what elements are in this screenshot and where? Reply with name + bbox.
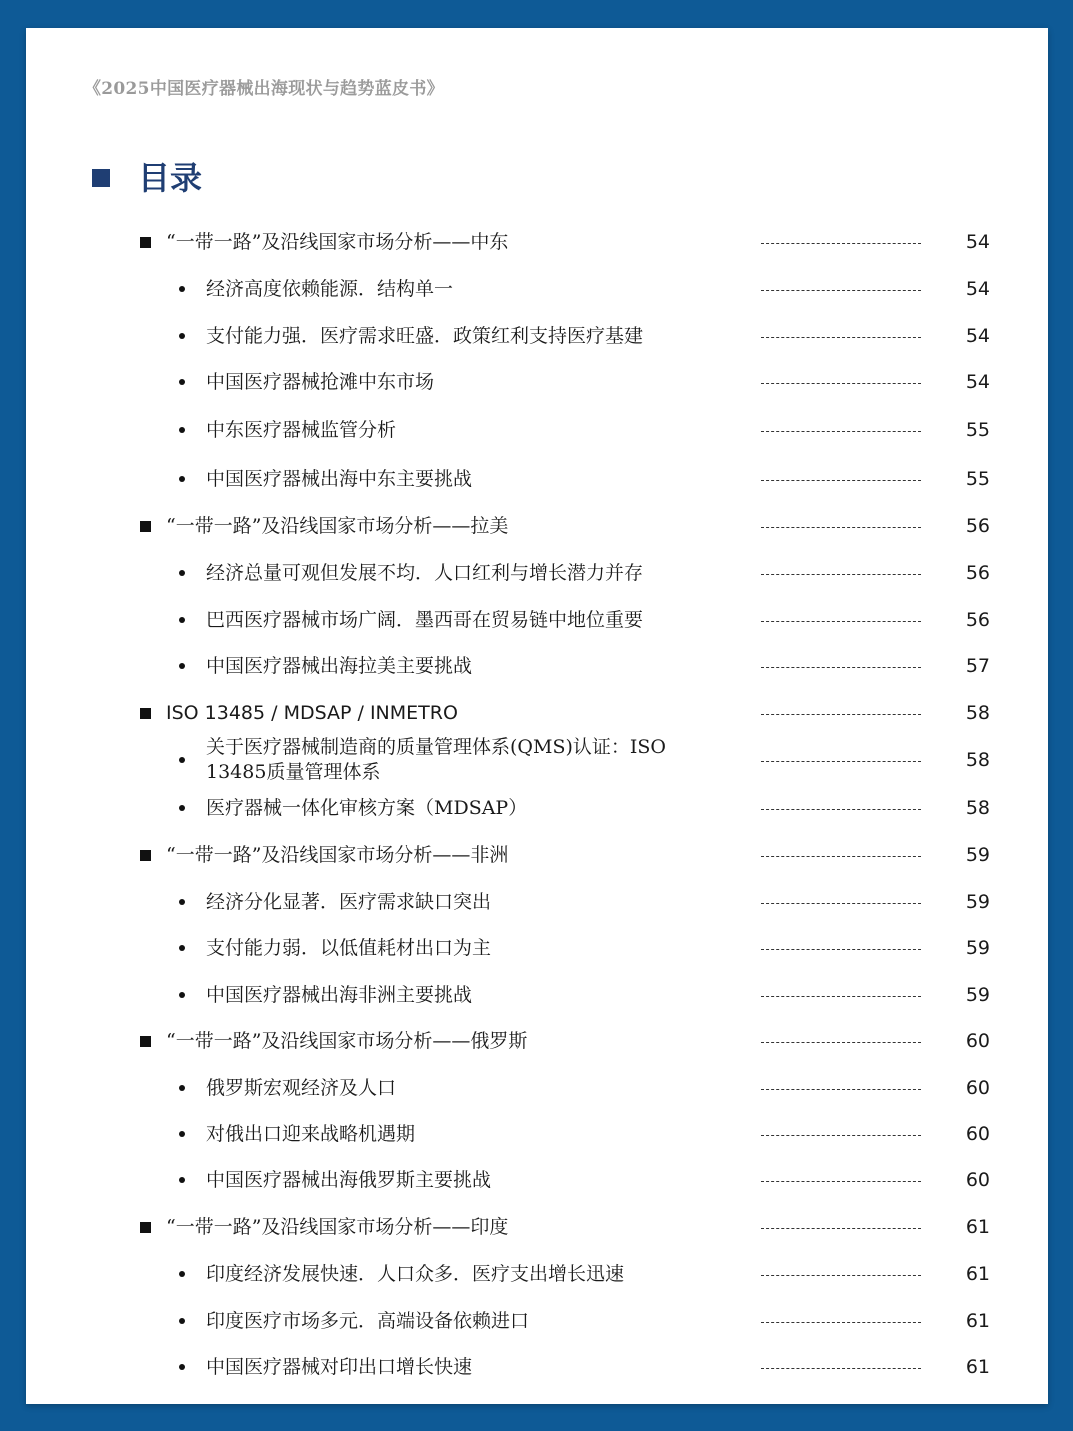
toc-entry-text: 支付能力强．医疗需求旺盛．政策红利支持医疗基建 [206,325,644,347]
toc-page-number: 56 [965,562,990,584]
toc-entry-text: “一带一路”及沿线国家市场分析——拉美 [166,515,509,537]
toc-page-number: 56 [965,515,990,537]
toc-entry-text: “一带一路”及沿线国家市场分析——俄罗斯 [166,1030,528,1052]
dot-leader [761,1322,921,1323]
dot-leader [761,383,921,384]
toc-page-number: 54 [965,325,990,347]
dot-bullet-icon [179,333,185,339]
dot-bullet-icon [179,617,185,623]
toc-entry-text: 印度经济发展快速．人口众多．医疗支出增长迅速 [206,1263,625,1285]
square-bullet-icon [140,708,151,719]
dot-leader [761,290,921,291]
document-header: 《2025中国医疗器械出海现状与趋势蓝皮书》 [84,79,444,99]
heading-square-icon [92,169,110,187]
dot-bullet-icon [179,1131,185,1137]
toc-page-number: 59 [965,844,990,866]
toc-page-number: 60 [965,1123,990,1145]
dot-leader [761,431,921,432]
dot-leader [761,714,921,715]
toc-entry-text: 俄罗斯宏观经济及人口 [206,1077,397,1099]
dot-bullet-icon [179,1318,185,1324]
toc-entry-text: 医疗器械一体化审核方案（MDSAP） [206,797,528,819]
dot-leader [761,527,921,528]
toc-entry-text: 中国医疗器械出海俄罗斯主要挑战 [206,1169,492,1191]
toc-page-number: 54 [965,371,990,393]
dot-leader [761,1275,921,1276]
dot-bullet-icon [179,476,185,482]
dot-bullet-icon [179,663,185,669]
toc-page-number: 59 [965,891,990,913]
dot-leader [761,1368,921,1369]
toc-page-number: 55 [965,468,990,490]
toc-entry-text: 印度医疗市场多元．高端设备依赖进口 [206,1310,530,1332]
toc-entry-text: “一带一路”及沿线国家市场分析——印度 [166,1216,509,1238]
dot-leader [761,1228,921,1229]
toc-entry-text: 关于医疗器械制造商的质量管理体系(QMS)认证：ISO 13485质量管理体系 [206,736,666,783]
toc-page-number: 58 [965,702,990,724]
toc-page-number: 61 [965,1216,990,1238]
toc-page-number: 57 [965,655,990,677]
toc-entry-text: 中国医疗器械对印出口增长快速 [206,1356,473,1378]
toc-entry-text: 巴西医疗器械市场广阔．墨西哥在贸易链中地位重要 [206,609,644,631]
toc-page-number: 58 [965,797,990,819]
toc-page-number: 61 [965,1310,990,1332]
toc-page-number: 59 [965,937,990,959]
dot-leader [761,1042,921,1043]
toc-page-number: 60 [965,1030,990,1052]
dot-leader [761,621,921,622]
dot-leader [761,856,921,857]
toc-page-number: 60 [965,1169,990,1191]
dot-leader [761,1181,921,1182]
dot-bullet-icon [179,286,185,292]
dot-bullet-icon [179,427,185,433]
dot-leader [761,761,921,762]
toc-page-number: 54 [965,278,990,300]
dot-leader [761,667,921,668]
toc-page-number: 61 [965,1263,990,1285]
toc-entry-text: 中国医疗器械出海拉美主要挑战 [206,655,473,677]
toc-entry-text: ISO 13485 / MDSAP / INMETRO [166,702,458,724]
square-bullet-icon [140,521,151,532]
dot-leader [761,996,921,997]
dot-leader [761,243,921,244]
dot-bullet-icon [179,992,185,998]
toc-page-number: 58 [965,749,990,771]
dot-bullet-icon [179,379,185,385]
dot-leader [761,574,921,575]
dot-bullet-icon [179,1364,185,1370]
toc-entry-text: 中国医疗器械出海非洲主要挑战 [206,984,473,1006]
square-bullet-icon [140,1222,151,1233]
dot-leader [761,1089,921,1090]
dot-bullet-icon [179,805,185,811]
toc-entry-text: 中国医疗器械抢滩中东市场 [206,371,435,393]
dot-leader [761,480,921,481]
toc-entry-text: 经济分化显著．医疗需求缺口突出 [206,891,492,913]
square-bullet-icon [140,1036,151,1047]
toc-entry-text: “一带一路”及沿线国家市场分析——中东 [166,231,509,253]
dot-bullet-icon [179,945,185,951]
square-bullet-icon [140,237,151,248]
toc-title: 目录 [138,159,203,197]
dot-leader [761,949,921,950]
dot-bullet-icon [179,899,185,905]
toc-entry-text: 经济总量可观但发展不均．人口红利与增长潜力并存 [206,562,644,584]
toc-entry-text: “一带一路”及沿线国家市场分析——非洲 [166,844,509,866]
toc-page-number: 55 [965,419,990,441]
toc-entry-text: 对俄出口迎来战略机遇期 [206,1123,416,1145]
toc-page-number: 56 [965,609,990,631]
square-bullet-icon [140,850,151,861]
dot-leader [761,809,921,810]
dot-bullet-icon [179,570,185,576]
toc-page-number: 61 [965,1356,990,1378]
toc-page-number: 59 [965,984,990,1006]
dot-leader [761,903,921,904]
toc-page-number: 54 [965,231,990,253]
dot-leader [761,1135,921,1136]
toc-entry-text: 中国医疗器械出海中东主要挑战 [206,468,473,490]
dot-bullet-icon [179,757,185,763]
dot-bullet-icon [179,1271,185,1277]
dot-bullet-icon [179,1177,185,1183]
dot-bullet-icon [179,1085,185,1091]
dot-leader [761,337,921,338]
toc-page-number: 60 [965,1077,990,1099]
document-page [26,28,1048,1404]
toc-entry-text: 中东医疗器械监管分析 [206,419,397,441]
toc-entry-text: 经济高度依赖能源．结构单一 [206,278,454,300]
toc-entry-text: 支付能力弱．以低值耗材出口为主 [206,937,492,959]
